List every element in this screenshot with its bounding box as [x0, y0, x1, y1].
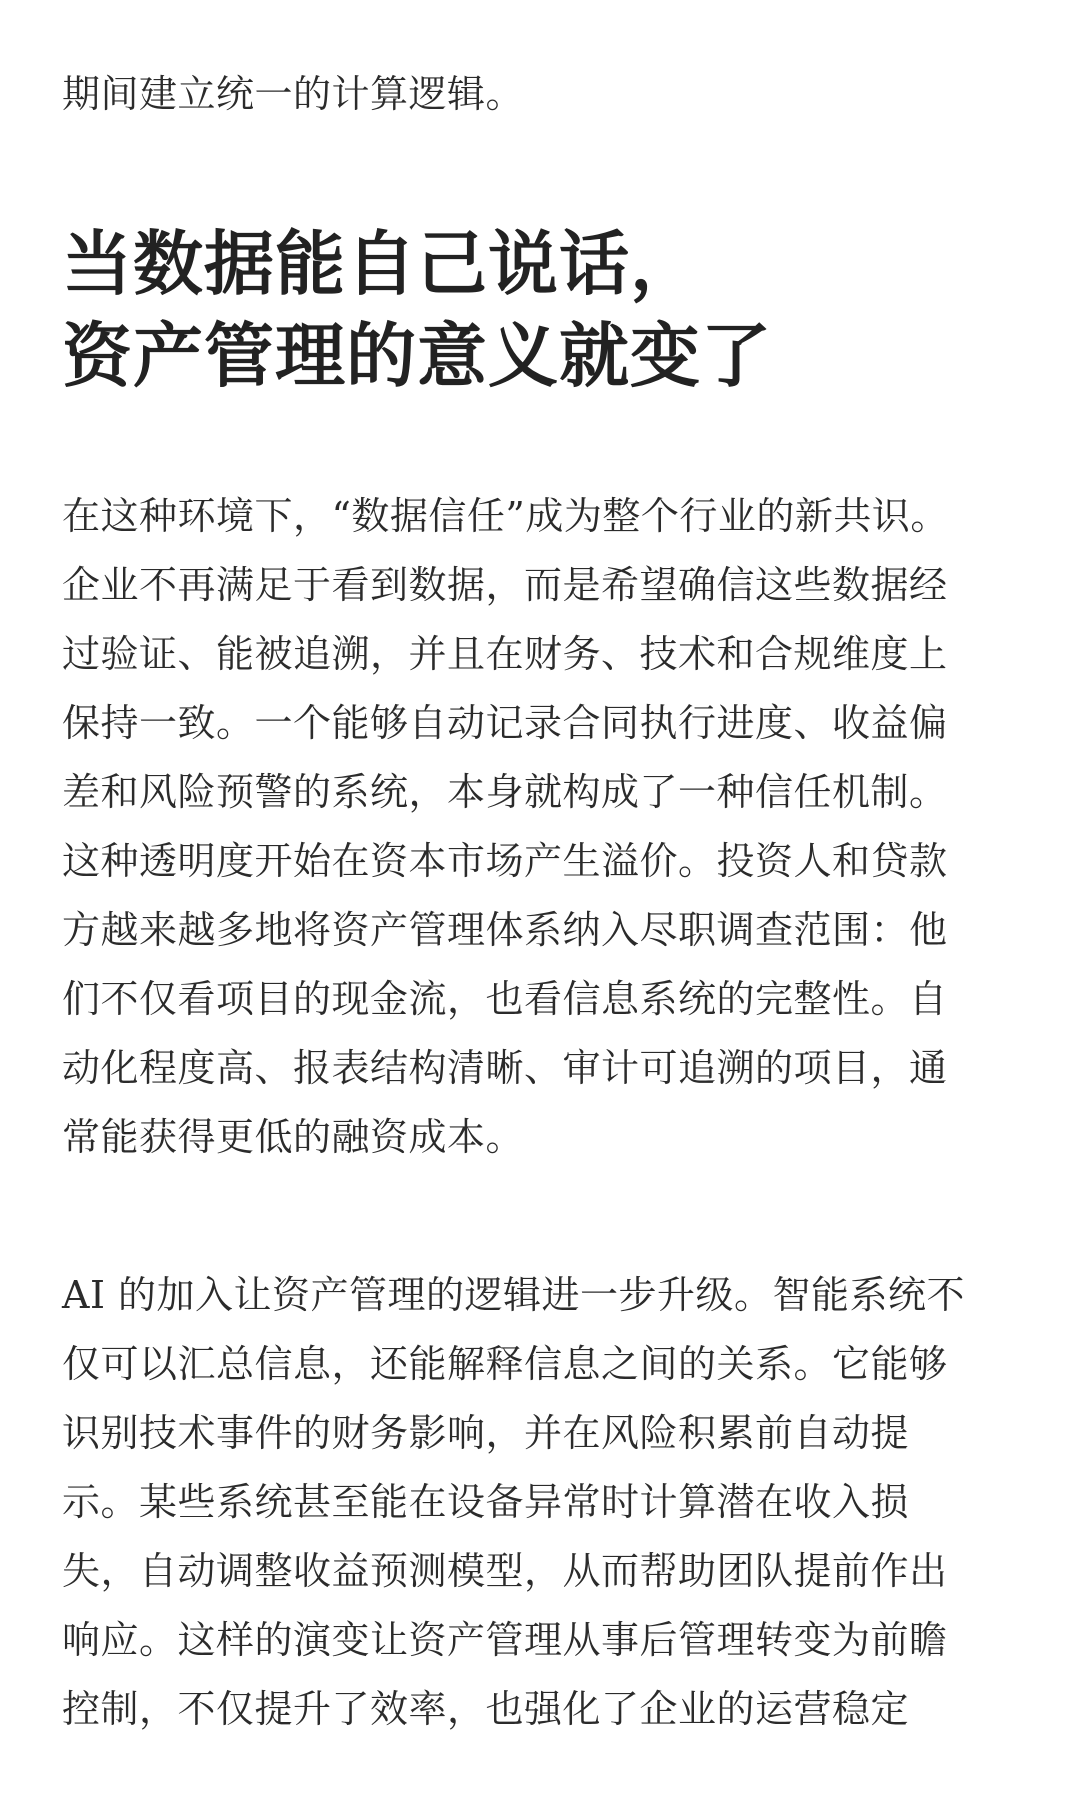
- paragraph-line: 示。某些系统甚至能在设备异常时计算潜在收入损: [62, 1480, 910, 1524]
- paragraph-line: AI 的加入让资产管理的逻辑进一步升级。智能系统不: [62, 1273, 966, 1317]
- paragraph-line: 们不仅看项目的现金流，也看信息系统的完整性。自: [62, 977, 948, 1021]
- paragraph-line: 在这种环境下，“数据信任”成为整个行业的新共识。: [62, 494, 949, 538]
- section-heading: [62, 218, 772, 402]
- paragraph-line: 失，自动调整收益预测模型，从而帮助团队提前作出: [62, 1549, 948, 1593]
- paragraph-line: 识别技术事件的财务影响，并在风险积累前自动提: [62, 1411, 910, 1455]
- paragraph-line: 动化程度高、报表结构清晰、审计可追溯的项目，通: [62, 1046, 948, 1090]
- paragraph-line: 方越来越多地将资产管理体系纳入尽职调查范围：他: [62, 908, 948, 952]
- paragraph-line: 过验证、能被追溯，并且在财务、技术和合规维度上: [62, 632, 948, 676]
- paragraph-line: 常能获得更低的融资成本。: [62, 1115, 525, 1159]
- paragraph-line: 差和风险预警的系统，本身就构成了一种信任机制。: [62, 770, 948, 814]
- paragraph-data-trust: [62, 482, 949, 1172]
- paragraph-line: 仅可以汇总信息，还能解释信息之间的关系。它能够: [62, 1342, 948, 1386]
- paragraph-line: 响应。这样的演变让资产管理从事后管理转变为前瞻: [62, 1618, 948, 1662]
- paragraph-line: 保持一致。一个能够自动记录合同执行进度、收益偏: [62, 701, 948, 745]
- lead-line: 期间建立统一的计算逻辑。: [62, 72, 525, 116]
- heading-line: 当数据能自己说话，: [62, 222, 701, 305]
- paragraph-ai-upgrade: [62, 1261, 965, 1744]
- paragraph-line: 这种透明度开始在资本市场产生溢价。投资人和贷款: [62, 839, 948, 883]
- heading-line: 资产管理的意义就变了: [62, 314, 772, 397]
- paragraph-line: 企业不再满足于看到数据，而是希望确信这些数据经: [62, 563, 948, 607]
- paragraph-line: 控制，不仅提升了效率，也强化了企业的运营稳定: [62, 1687, 910, 1731]
